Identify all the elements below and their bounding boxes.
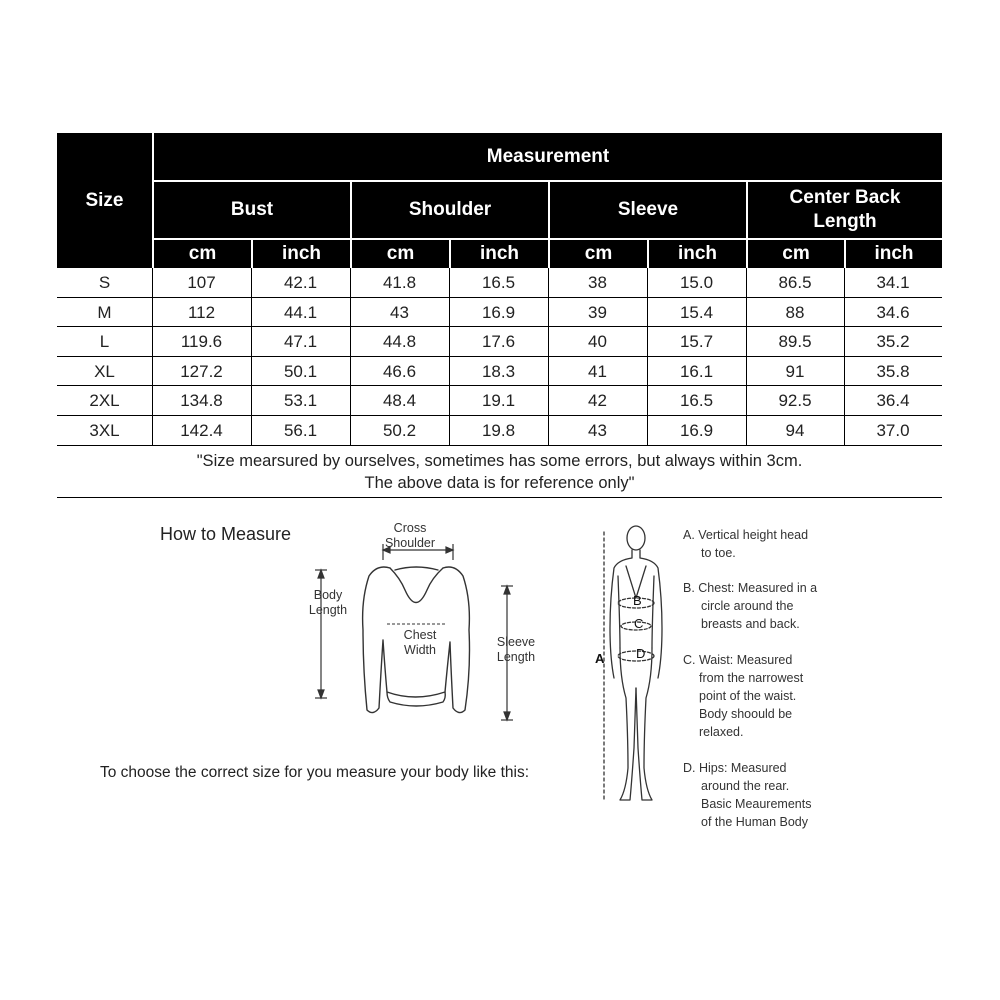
- measurement-cell: 35.2: [876, 332, 910, 351]
- unit-header: cm: [550, 240, 647, 268]
- size-cell: S: [98, 273, 111, 292]
- group-header-center-back-length: Center Back Length: [748, 182, 942, 238]
- unit-header: inch: [253, 240, 350, 268]
- measurement-cell: 41.8: [382, 273, 417, 292]
- measurement-cell: 44.8: [382, 332, 417, 351]
- measurement-cell: 48.4: [382, 391, 417, 410]
- unit-header: cm: [352, 240, 449, 268]
- note-c: C. Waist: Measured from the narrowest point of the waist. Body shoould be relaxed.: [683, 653, 804, 739]
- measurement-cell: 112: [187, 303, 216, 322]
- body-figure: [590, 518, 680, 818]
- note-a: A. Vertical height head to toe.: [683, 528, 809, 560]
- table-row: [57, 357, 942, 387]
- measurement-cell: 47.1: [283, 332, 318, 351]
- grid-line: [57, 497, 942, 498]
- measurement-cell: 16.5: [679, 391, 714, 410]
- measurement-cell: 36.4: [876, 391, 910, 410]
- measurement-cell: 15.4: [679, 303, 714, 322]
- mark-d: D: [636, 646, 646, 661]
- measurement-cell: 91: [785, 362, 805, 381]
- note-line-1: "Size mearsured by ourselves, sometimes has some errors, but always within 3cm.: [196, 452, 803, 470]
- unit-header: inch: [846, 240, 942, 268]
- mark-b: B: [633, 593, 642, 608]
- table-row: [57, 327, 942, 357]
- measure-instruction: To choose the correct size for you measure your body like this:: [100, 764, 530, 781]
- measurement-cell: 38: [588, 273, 607, 292]
- measurement-cell: 42: [588, 391, 607, 410]
- unit-header: inch: [451, 240, 548, 268]
- size-cell: L: [99, 332, 110, 351]
- measurement-cell: 16.1: [679, 362, 714, 381]
- measurement-cell: 34.1: [876, 273, 910, 292]
- unit-header: inch: [649, 240, 746, 268]
- table-row: [57, 416, 942, 446]
- measurement-cell: 53.1: [283, 391, 318, 410]
- measurement-cell: 16.9: [481, 303, 516, 322]
- label-cross-shoulder: Cross Shoulder: [384, 521, 436, 550]
- measurement-cell: 56.1: [283, 421, 318, 440]
- measurement-cell: 134.8: [180, 391, 223, 410]
- measurement-cell: 39: [588, 303, 607, 322]
- measurement-cell: 50.1: [283, 362, 318, 381]
- mark-c: C: [634, 616, 644, 631]
- mark-a: A: [595, 651, 605, 666]
- table-row: [57, 298, 942, 328]
- how-to-measure-title: How to Measure: [160, 524, 292, 544]
- measurement-cell: 16.5: [481, 273, 516, 292]
- size-cell: 3XL: [89, 421, 120, 440]
- size-header: Size: [57, 133, 152, 268]
- measurement-cell: 43: [588, 421, 607, 440]
- measurement-cell: 40: [588, 332, 607, 351]
- measurement-cell: 94: [785, 421, 805, 440]
- table-row: [57, 386, 942, 416]
- measurement-cell: 16.9: [679, 421, 714, 440]
- measurement-cell: 43: [390, 303, 409, 322]
- measurement-cell: 15.7: [679, 332, 714, 351]
- measurement-cell: 19.8: [481, 421, 516, 440]
- measurement-cell: 15.0: [679, 273, 714, 292]
- measurement-cell: 18.3: [481, 362, 516, 381]
- measurement-cell: 119.6: [180, 332, 223, 351]
- measurement-cell: 50.2: [382, 421, 417, 440]
- measurement-cell: 41: [588, 362, 607, 381]
- unit-header: cm: [748, 240, 844, 268]
- measurement-cell: 44.1: [283, 303, 318, 322]
- note-line-2: The above data is for reference only": [364, 474, 635, 492]
- note-d: D. Hips: Measured around the rear. Basic Meaurements of the Human Body: [683, 761, 812, 829]
- measurement-cell: 107: [187, 273, 216, 292]
- measurement-cell: 42.1: [283, 273, 318, 292]
- measurement-cell: 35.8: [876, 362, 910, 381]
- group-header-sleeve: Sleeve: [550, 182, 746, 238]
- table-row: [57, 268, 942, 298]
- measurement-cell: 127.2: [180, 362, 223, 381]
- measurement-cell: 92.5: [778, 391, 812, 410]
- measurement-cell: 86.5: [778, 273, 812, 292]
- label-body-length: Body Length: [308, 588, 348, 617]
- note-b: B. Chest: Measured in a circle around the breasts and back.: [683, 581, 818, 631]
- measurement-cell: 88: [785, 303, 805, 322]
- measurement-cell: 34.6: [876, 303, 910, 322]
- measurement-cell: 17.6: [481, 332, 516, 351]
- sweater-diagram: [295, 520, 555, 730]
- label-chest-width: Chest Width: [403, 628, 437, 657]
- size-cell: M: [97, 303, 112, 322]
- measurement-cell: 89.5: [778, 332, 812, 351]
- group-header-bust: Bust: [154, 182, 350, 238]
- size-cell: 2XL: [89, 391, 120, 410]
- measurement-cell: 19.1: [481, 391, 516, 410]
- group-header-shoulder: Shoulder: [352, 182, 548, 238]
- measurement-header: Measurement: [154, 133, 942, 180]
- measurement-cell: 37.0: [876, 421, 910, 440]
- unit-header: cm: [154, 240, 251, 268]
- measurement-cell: 46.6: [382, 362, 417, 381]
- measurement-cell: 142.4: [180, 421, 223, 440]
- label-sleeve-length: Sleeve Length: [496, 635, 536, 664]
- size-cell: XL: [94, 362, 115, 381]
